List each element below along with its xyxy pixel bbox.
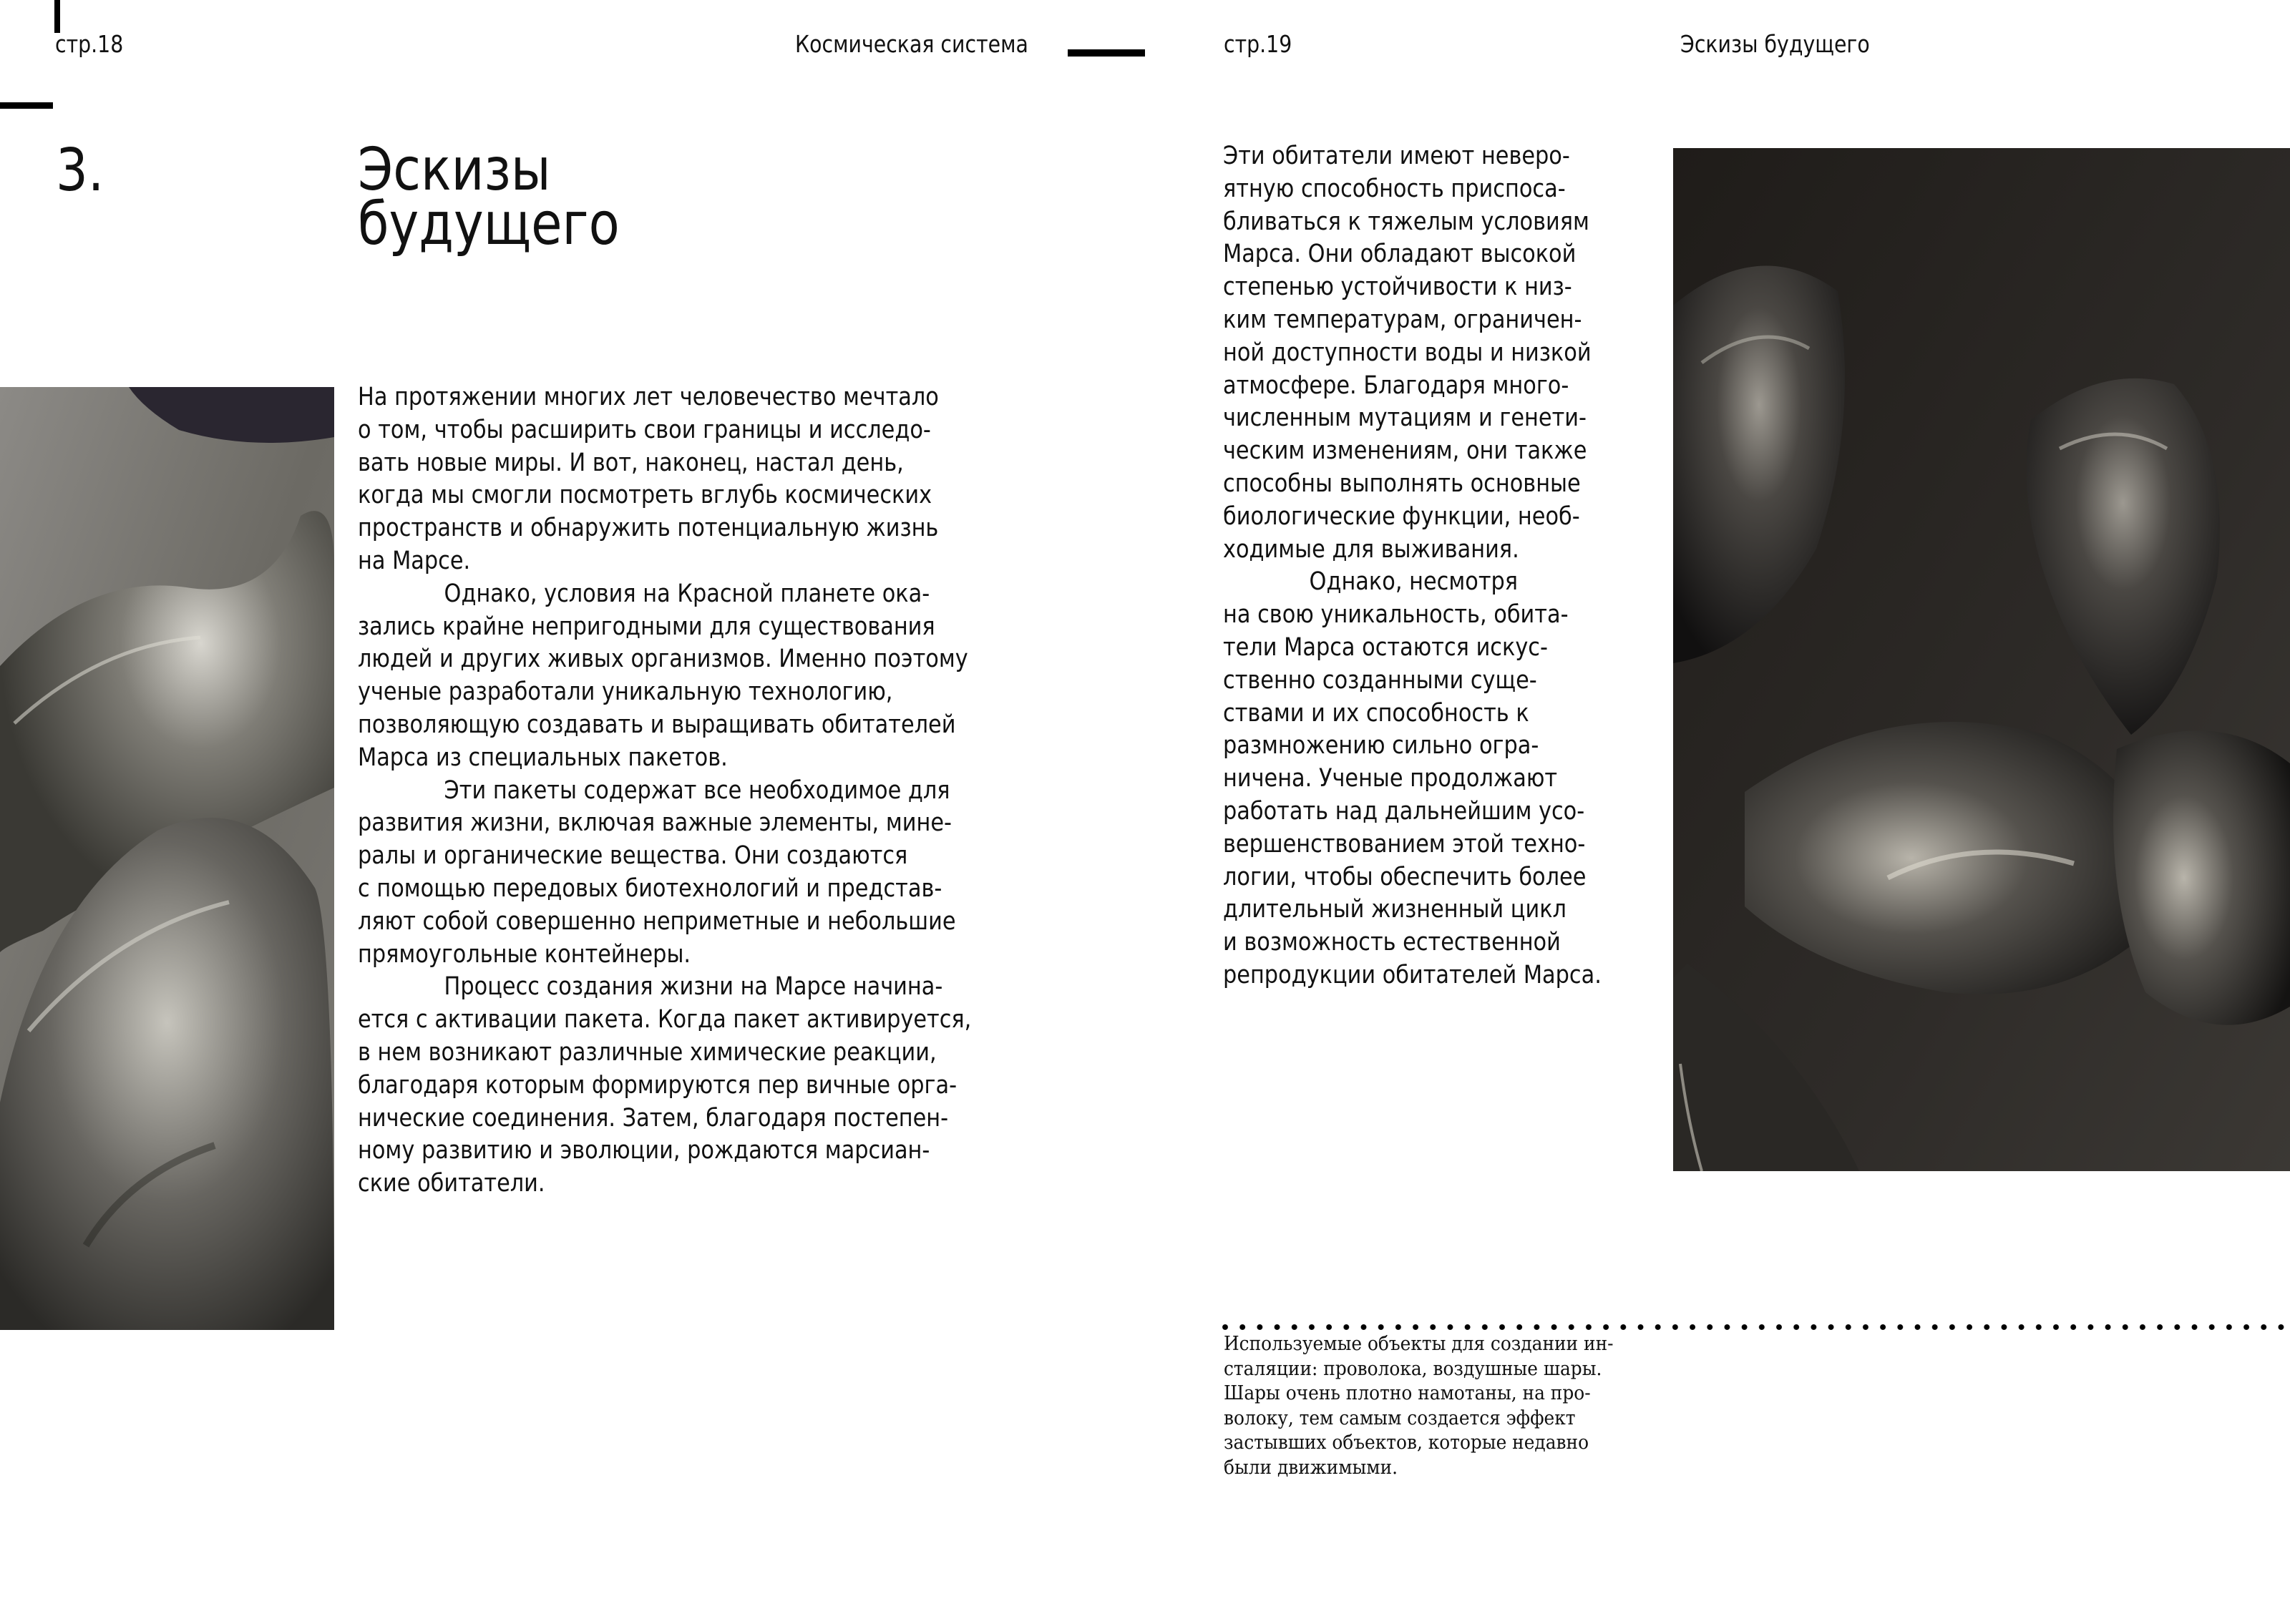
body-line: ничена. Ученые продолжают [1223, 764, 1558, 793]
body-line: биологические функции, необ- [1223, 502, 1580, 531]
body-line: ходимые для выживания. [1223, 534, 1519, 564]
caption-line: Шары очень плотно намотаны, на про- [1224, 1382, 1591, 1404]
body-line: длительный жизненный цикл [1223, 895, 1567, 924]
body-line: степенью устойчивости к низ- [1223, 273, 1572, 302]
chapter-title-line: будущего [358, 190, 620, 258]
body-line: Однако, несмотря [1309, 567, 1519, 597]
caption-line: волоку, тем самым создается эффект [1224, 1407, 1576, 1429]
photo-caption [1224, 1332, 1685, 1480]
body-line: Однако, условия на Красной планете ока- [444, 579, 930, 608]
body-line: позволяющую создавать и выращивать обитателей [358, 710, 956, 739]
left-horizontal-rule [0, 102, 53, 109]
body-line: ной доступности воды и низкой [1223, 338, 1592, 367]
body-line: на свою уникальность, обита- [1223, 600, 1569, 630]
left-running-title: Космическая система [795, 30, 1028, 58]
body-line: бливаться к тяжелым условиям [1223, 207, 1589, 236]
left-body-text [358, 381, 1082, 1200]
body-line: благодаря которым формируются пер вичные орга- [358, 1070, 958, 1100]
body-line: Процесс создания жизни на Марсе начина- [444, 972, 943, 1002]
body-line: логии, чтобы обеспечить более [1223, 862, 1587, 891]
body-line: ственно созданными суще- [1223, 665, 1537, 695]
body-line: вать новые миры. И вот, наконец, настал день, [358, 448, 904, 477]
body-line: ученые разработали уникальную технологию, [358, 678, 893, 707]
body-line: о том, чтобы расширить свои границы и исследо- [358, 415, 931, 444]
chapter-number: 3. [56, 137, 104, 205]
body-line: ские обитатели. [358, 1169, 545, 1198]
body-line: работать над дальнейшим усо- [1223, 796, 1585, 826]
body-line: ралы и органические вещества. Они создаются [358, 841, 908, 871]
body-line: на Марсе. [358, 546, 471, 575]
body-line: нические соединения. Затем, благодаря постепен- [358, 1103, 949, 1133]
body-line: когда мы смогли посмотреть вглубь космических [358, 481, 932, 510]
right-installation-photo [1673, 148, 2290, 1171]
right-photo-graphic [1673, 148, 2290, 1171]
body-line: пространств и обнаружить потенциальную жизнь [358, 514, 939, 543]
body-line: атмосфере. Благодаря много- [1223, 371, 1569, 400]
body-line: ствами и их способность к [1223, 698, 1529, 728]
body-line: размножению сильно огра- [1223, 731, 1539, 760]
body-line: Эти обитатели имеют неверо- [1223, 142, 1570, 170]
body-line: способны выполнять основные [1223, 469, 1581, 498]
top-left-vertical-rule [54, 0, 60, 33]
caption-line: Используемые объекты для создании ин- [1224, 1333, 1614, 1355]
body-line: развития жизни, включая важные элементы, мине- [358, 808, 952, 838]
dotted-separator [1221, 1323, 2290, 1331]
body-line: Марса. Они обладают высокой [1223, 240, 1577, 269]
body-line: вершенствованием этой техно- [1223, 829, 1586, 859]
right-running-title: Эскизы будущего [1680, 30, 1870, 58]
body-line: тели Марса остаются искус- [1223, 632, 1548, 662]
body-line: людей и других живых организмов. Именно поэтому [358, 645, 968, 674]
left-photo-graphic [0, 387, 334, 1330]
body-line: ляют собой совершенно неприметные и небольшие [358, 906, 956, 936]
body-line: ятную способность приспоса- [1223, 174, 1566, 203]
body-line: репродукции обитателей Марса. [1223, 960, 1602, 989]
body-line: численным мутациям и генети- [1223, 403, 1587, 433]
right-body-text [1223, 140, 1664, 992]
running-title-underline-rule [1068, 49, 1145, 57]
body-line: с помощью передовых биотехнологий и представ- [358, 874, 942, 903]
body-line: Эти пакеты содержат все необходимое для [444, 776, 950, 805]
caption-line: застывших объектов, которые недавно [1224, 1432, 1589, 1454]
body-line: ному развитию и эволюции, рождаются марсиан- [358, 1136, 930, 1165]
body-line: На протяжении многих лет человечество мечтало [358, 383, 939, 411]
chapter-title [358, 136, 620, 258]
body-line: зались крайне непригодными для существования [358, 612, 935, 641]
body-line: ким температурам, ограничен- [1223, 305, 1582, 334]
body-line: ется с активации пакета. Когда пакет активируется, [358, 1005, 972, 1034]
caption-line: сталяции: проволока, воздушные шары. [1224, 1357, 1602, 1380]
body-line: Марса из специальных пакетов. [358, 743, 728, 772]
body-line: и возможность естественной [1223, 928, 1561, 957]
caption-line: были движимыми. [1224, 1456, 1398, 1479]
body-line: в нем возникают различные химические реакции, [358, 1037, 937, 1067]
body-line: ческим изменениям, они также [1223, 436, 1587, 466]
body-line: прямоугольные контейнеры. [358, 939, 691, 969]
right-page-number: стр.19 [1224, 30, 1292, 58]
chapter-title-line: Эскизы [358, 136, 551, 204]
left-installation-photo [0, 387, 334, 1330]
left-page-number: стр.18 [55, 30, 124, 58]
